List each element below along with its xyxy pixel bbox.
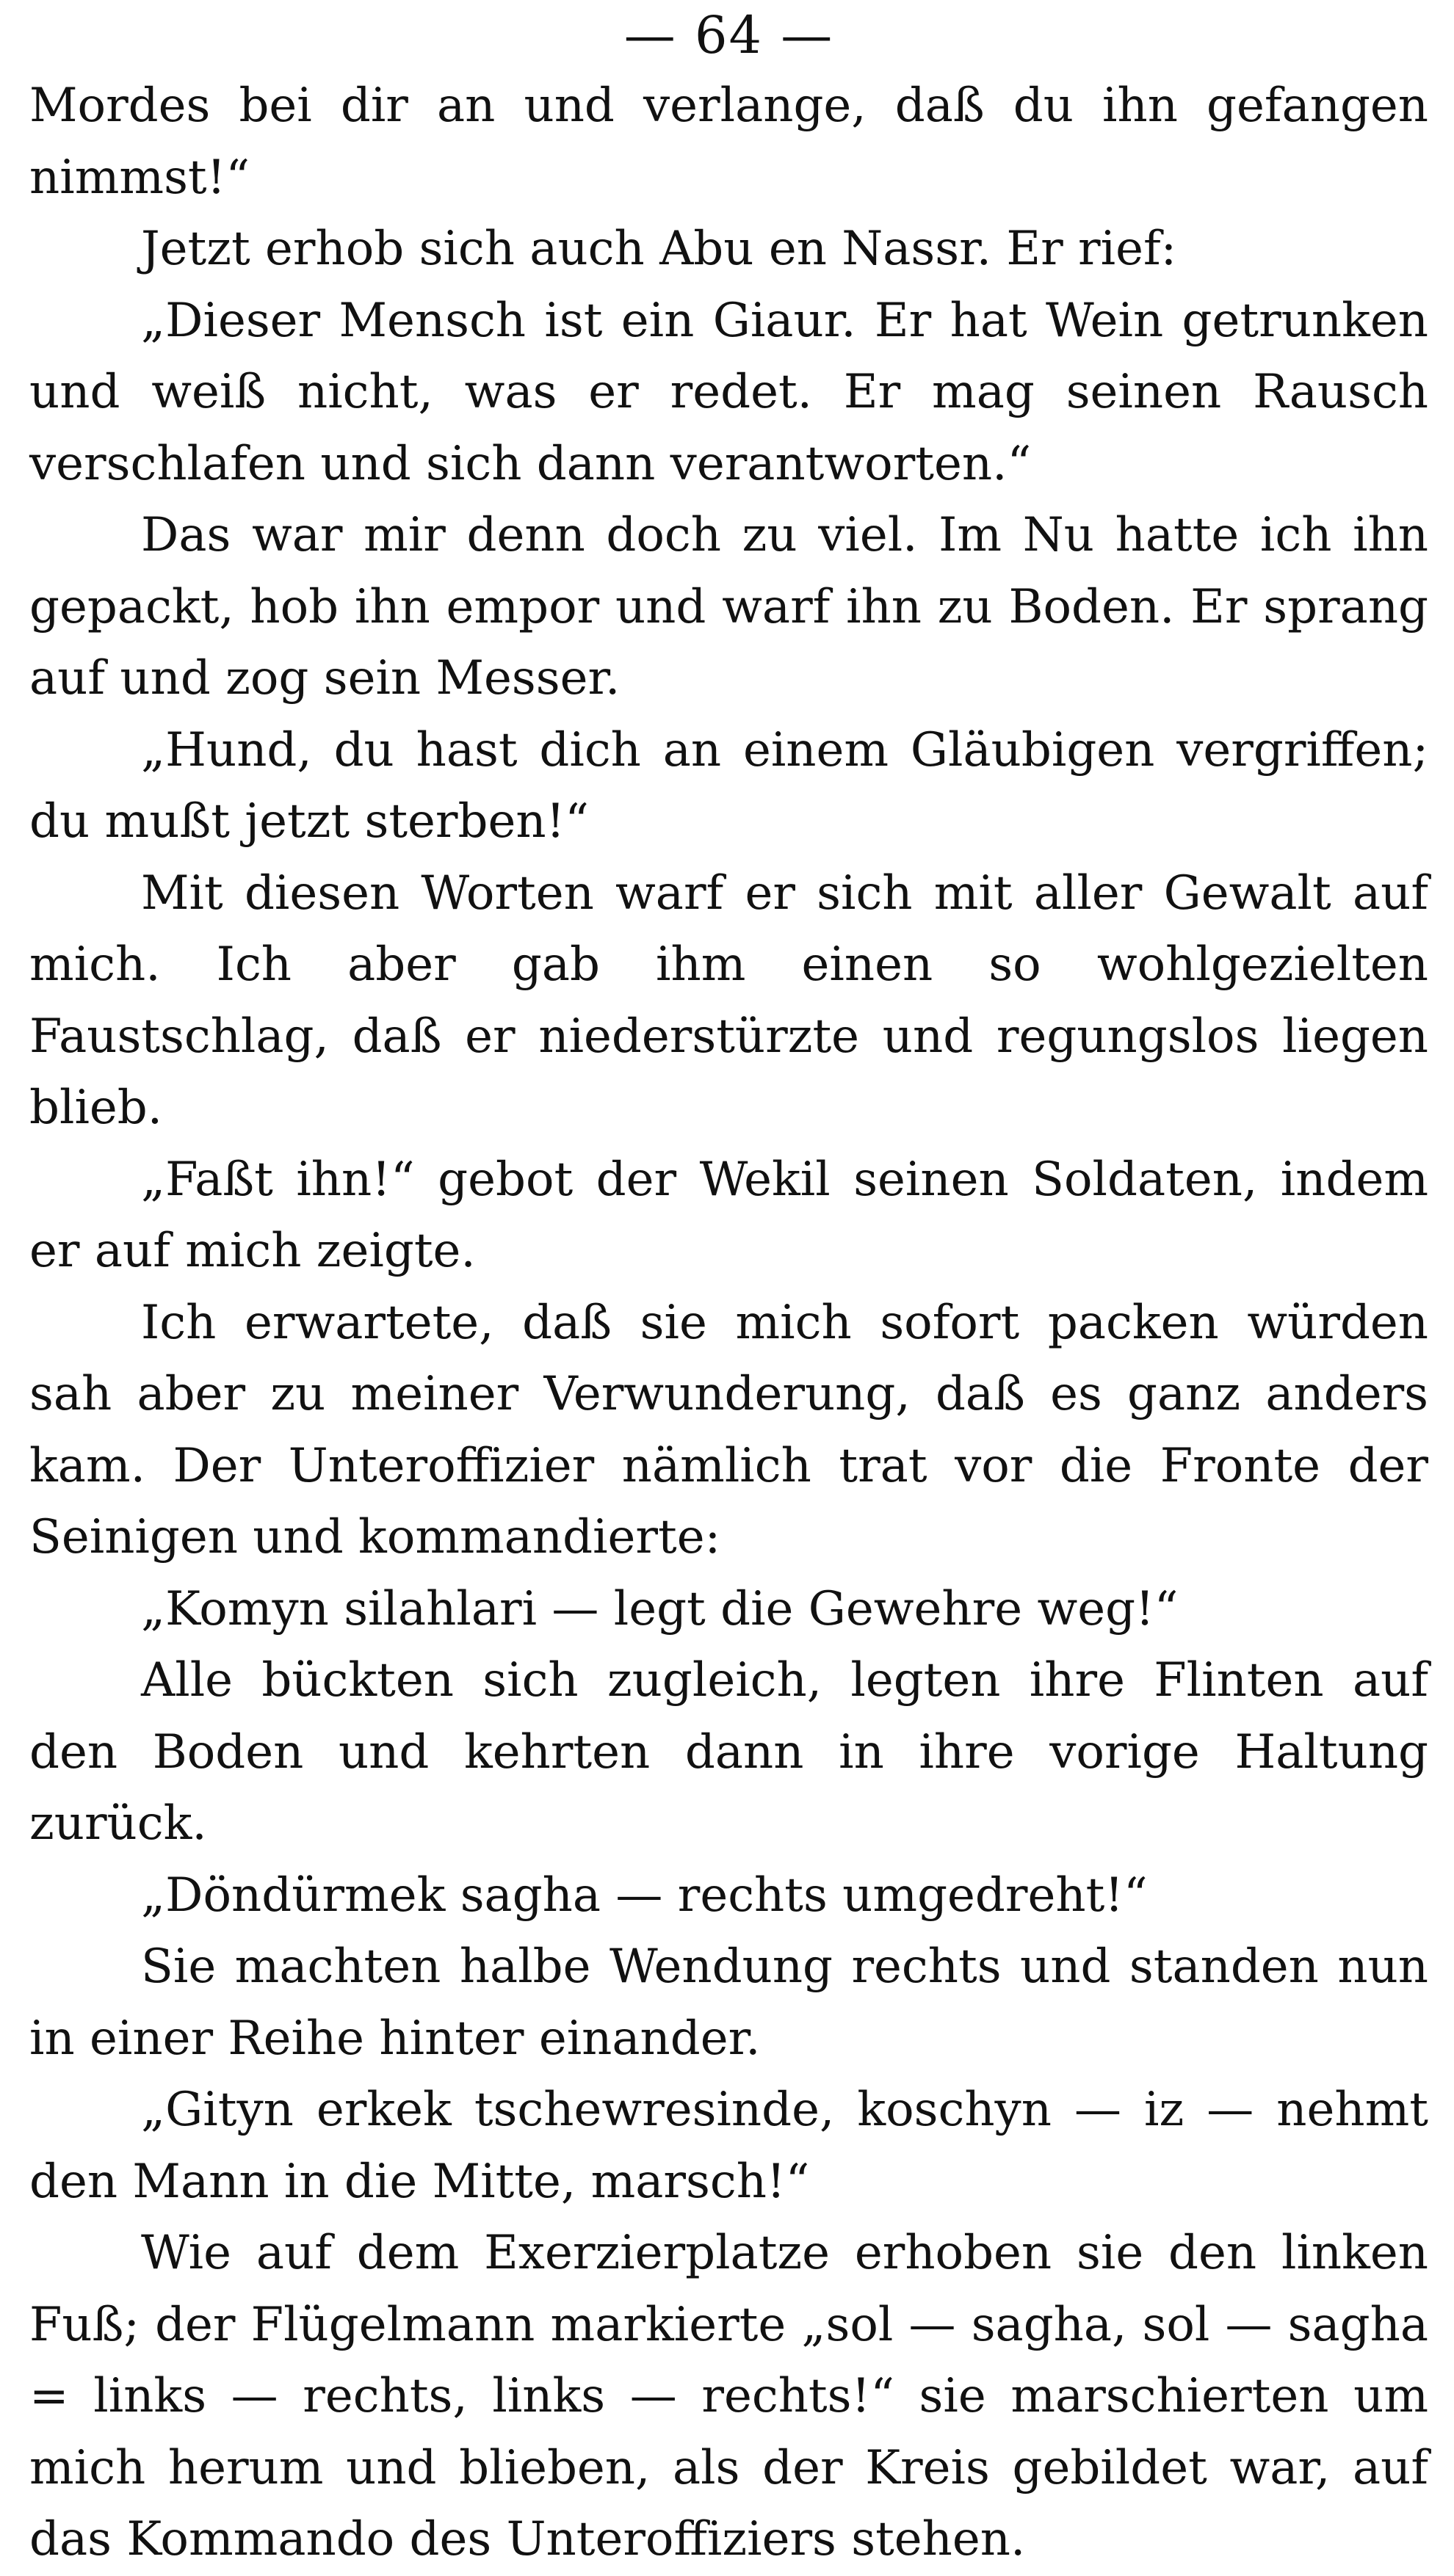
paragraph: Sie machten halbe Wendung rechts und standen nun in einer Reihe hinter einander. [29,1940,1428,2066]
book-page [29,0,1428,2566]
paragraph: „Hund, du hast dich an einem Gläubigen vergriffen; du mußt jetzt sterben!“ [29,722,1428,849]
paragraph: „Dieser Mensch ist ein Giaur. Er hat Wein getrunken und weiß nicht, was er redet. Er mag seinen Rausch verschlafen und sich dann verantworten.“ [29,293,1428,491]
paragraph: „Faßt ihn!“ gebot der Wekil seinen Soldaten, indem er auf mich zeigte. [29,1152,1428,1278]
paragraph: Mordes bei dir an und verlange, daß du ihn gefangen nimmst!“ [29,79,1428,205]
paragraph: Ich erwartete, daß sie mich sofort packen würden sah aber zu meiner Verwunderung, daß es ganz anders kam. Der Unteroffizier nämlich trat vor die Fronte der Seinigen und kommandierte: [29,1295,1428,1564]
paragraph: „Gityn erkek tschewresinde, koschyn — iz — nehmt den Mann in die Mitte, marsch!“ [29,2083,1428,2209]
body-text [29,70,1428,2576]
paragraph: Jetzt erhob sich auch Abu en Nassr. Er rief: [141,222,1177,276]
paragraph: Wie auf dem Exerzierplatze erhoben sie den linken Fuß; der Flügelmann markierte „sol — sagha, sol — sagha = links — rechts, links — rechts!“ sie marschierten um mich herum und blieben, als der Kreis gebildet war, auf das Kommando des Unteroffiziers stehen. [29,2226,1428,2566]
page-number: — 64 — [623,5,834,65]
paragraph: „Döndürmek sagha — rechts umgedreht!“ [141,1868,1148,1923]
paragraph: „Komyn silahlari — legt die Gewehre weg!“ [141,1581,1179,1636]
paragraph: Mit diesen Worten warf er sich mit aller Gewalt auf mich. Ich aber gab ihm einen so wohlgezielten Faustschlag, daß er niederstürzte und regungslos liegen blieb. [29,866,1428,1135]
paragraph: Das war mir denn doch zu viel. Im Nu hatte ich ihn gepackt, hob ihn empor und warf ihn zu Boden. Er sprang auf und zog sein Messer. [29,508,1428,705]
paragraph: Alle bückten sich zugleich, legten ihre Flinten auf den Boden und kehrten dann in ihre vorige Haltung zurück. [29,1653,1428,1851]
